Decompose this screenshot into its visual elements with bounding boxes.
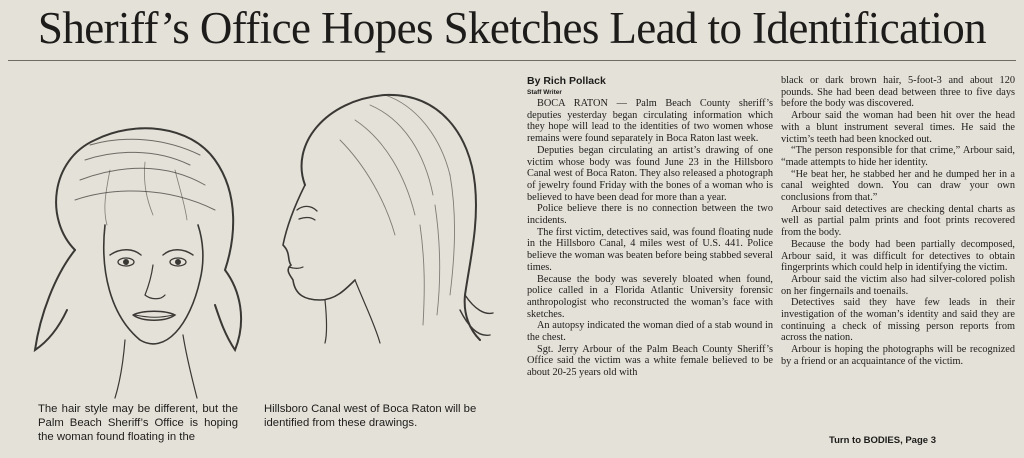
paragraph: The first victim, detectives said, was found floating nude in the Hillsboro Canal, 4 miles west of U.S. 441. Police believe the woman was beaten before being stabbed several times.	[527, 226, 773, 273]
headline-rule	[8, 60, 1016, 61]
paragraph: Deputies began circulating an artist’s drawing of one victim whose body was found June 23 in the Hillsboro Canal west of Boca Raton. They also released a photograph of jewelry found Friday with the bones of a woman who is believed to have been dead for more than a year.	[527, 144, 773, 203]
profile-sketch-image	[265, 85, 495, 345]
paragraph: Arbour said the woman had been hit over the head with a blunt instrument several times. He said the victim’s teeth had been knocked out.	[781, 110, 1015, 145]
paragraph: Arbour said detectives are checking dental charts as well as partial palm prints and foot prints recovered from the body.	[781, 203, 1015, 239]
jump-line: Turn to BODIES, Page 3	[829, 435, 936, 446]
byline: By Rich Pollack	[527, 75, 606, 87]
byline-role: Staff Writer	[527, 89, 562, 96]
paragraph: BOCA RATON — Palm Beach County sheriff’s deputies yesterday began circulating information which they hope will lead to the identities of two women whose remains were found separately in Boca Raton last week.	[527, 98, 773, 145]
caption-part1: The hair style may be different, but the Palm Beach Sheriff’s Office is hoping the woman found floating in the	[38, 403, 238, 443]
caption-part2: Hillsboro Canal west of Boca Raton will be identified from these drawings.	[264, 403, 477, 429]
paragraph-continued: black or dark brown hair, 5-foot-3 and about 120 pounds. She had been dead between three to five days before the body was discovered.	[781, 75, 1015, 110]
photo-caption-left	[38, 402, 238, 444]
article-column-1	[527, 75, 773, 379]
photo-caption-right	[264, 402, 489, 430]
front-sketch-image	[15, 100, 255, 400]
paragraph: Arbour is hoping the photographs will be recognized by a friend or an acquaintance of the victim.	[781, 344, 1015, 367]
article-column-2	[781, 75, 1015, 368]
headline: Sheriff’s Office Hopes Sketches Lead to Identification	[37, 3, 987, 53]
paragraph: Because the body was severely bloated when found, police called in a Florida Atlantic University forensic anthropologist who reconstructed the woman’s face with sketches.	[527, 273, 773, 320]
paragraph: Detectives said they have few leads in their investigation of the woman’s identity and said they are continuing a check of missing person reports from across the nation.	[781, 297, 1015, 344]
paragraph: Because the body had been partially decomposed, Arbour said, it was difficult for detectives to obtain fingerprints which could help in identifying the victim.	[781, 238, 1015, 274]
paragraph: Police believe there is no connection between the two incidents.	[527, 203, 773, 227]
paragraph: Sgt. Jerry Arbour of the Palm Beach County Sheriff’s Office said the victim was a white female believed to be about 20-25 years old with	[527, 343, 773, 379]
paragraph: Arbour said the victim also had silver-colored polish on her fingernails and toenails.	[781, 273, 1015, 297]
paragraph: An autopsy indicated the woman died of a stab wound in the chest.	[527, 320, 773, 344]
paragraph: “He beat her, he stabbed her and he dumped her in a canal weighted down. You can draw your own conclusions from that.”	[781, 168, 1015, 204]
paragraph: “The person responsible for that crime,” Arbour said, “made attempts to hide her identity.	[781, 145, 1015, 168]
